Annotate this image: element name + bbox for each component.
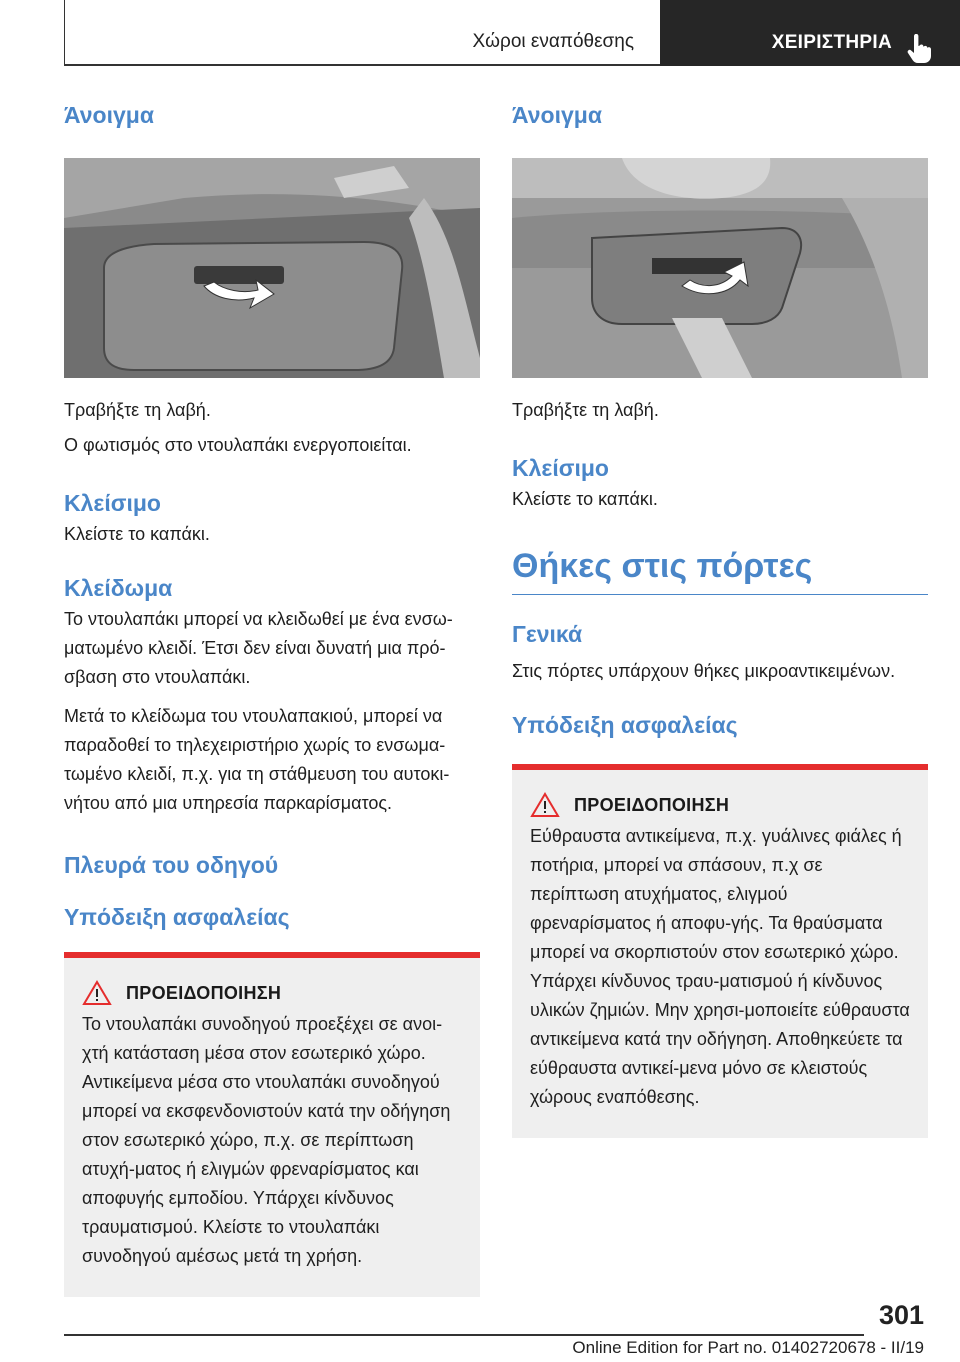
header-bottom-rule — [64, 64, 660, 66]
heading-opening: Άνοιγμα — [64, 102, 154, 128]
heading-safety-note: Υπόδειξη ασφαλείας — [64, 904, 290, 930]
heading-general: Γενικά — [512, 621, 583, 647]
footer-rule — [64, 1334, 864, 1336]
warning-title: ΠΡΟΕΙΔΟΠΟΙΗΣΗ — [574, 794, 730, 815]
paragraph-locking-2: Μετά το κλείδωμα του ντουλαπακιού, μπορεί να παραδοθεί το τηλεχειριστήριο χωρίς το ενσωμα‐τωμένο κλειδί, π.χ. για τη στάθμευση του αυτοκι‐νήτου από μια υπηρεσία παρκαρίσματος. — [64, 706, 450, 813]
paragraph-lighting: Ο φωτισμός στο ντουλαπάκι ενεργοποιείται. — [64, 435, 412, 455]
driver-compartment-handle-photo — [512, 158, 928, 378]
header-chapter-label: ΧΕΙΡΙΣΤΗΡΙΑ — [771, 32, 892, 53]
header-chapter-tab[interactable] — [660, 0, 960, 66]
paragraph-door-pockets: Στις πόρτες υπάρχουν θήκες μικροαντικειμένων. — [512, 661, 896, 681]
warning-triangle-icon — [530, 792, 560, 818]
heading-safety-note: Υπόδειξη ασφαλείας — [512, 712, 738, 738]
warning-triangle-icon — [82, 980, 112, 1006]
heading-closing: Κλείσιμο — [64, 490, 161, 516]
paragraph-locking-1: Το ντουλαπάκι μπορεί να κλειδωθεί με ένα ενσω‐ματωμένο κλειδί. Έτσι δεν είναι δυνατή μια πρό‐σβαση στο ντουλαπάκι. — [64, 609, 453, 687]
paragraph-close-lid: Κλείστε το καπάκι. — [512, 489, 658, 509]
left-column — [64, 98, 480, 1297]
page-number: 301 — [878, 1300, 924, 1330]
heading-closing: Κλείσιμο — [512, 455, 609, 481]
warning-text: Εύθραυστα αντικείμενα, π.χ. γυάλινες φιάλες ή ποτήρια, μπορεί να σπάσουν, π.χ σε περίπτωση ατυχήματος, ελιγμού φρεναρίσματος ή αποφυ‐γής. Τα θραύσματα μπορεί να σκορπιστούν στον εσωτερικό χώρο. Υπάρχει κίνδυνος τραυ‐ματισμού ή κίνδυνος υλικών ζημιών. Μην χρησι‐μοποιείτε εύθραυστα αντικείμενα κατά την οδήγηση. Αποθηκεύετε τα εύθραυστα αντικεί‐μενα μόνο σε κλειστούς χώρους εναπόθεσης. — [530, 826, 910, 1107]
heading-door-pockets: Θήκες στις πόρτες — [512, 544, 928, 595]
right-column — [512, 98, 928, 1138]
heading-driver-side: Πλευρά του οδηγού — [64, 852, 279, 878]
hand-pointer-icon — [906, 16, 932, 50]
warning-title: ΠΡΟΕΙΔΟΠΟΙΗΣΗ — [126, 982, 282, 1003]
warning-box — [64, 952, 480, 1297]
glovebox-handle-photo — [64, 158, 480, 378]
paragraph-pull-handle: Τραβήξτε τη λαβή. — [512, 400, 659, 420]
paragraph-pull-handle: Τραβήξτε τη λαβή. — [64, 400, 211, 420]
heading-opening: Άνοιγμα — [512, 102, 602, 128]
warning-box — [512, 764, 928, 1138]
footer-edition: Online Edition for Part no. 01402720678 - II/19 — [572, 1338, 924, 1357]
warning-text: Το ντουλαπάκι συνοδηγού προεξέχει σε ανοι‐χτή κατάσταση μέσα στον εσωτερικό χώρο. Αντικείμενα μέσα στο ντουλαπάκι συνοδηγού μπορεί να εκσφενδονιστούν κατά την οδήγηση στον εσωτερικό χώρο, π.χ. σε περίπτωση ατυχή‐ματος ή ελιγμών φρεναρίσματος και αποφυγής εμποδίου. Υπάρχει κίνδυνος τραυματισμού. Κλείστε το ντουλαπάκι συνοδηγού αμέσως μετά τη χρήση. — [82, 1014, 451, 1266]
header-section-title: Χώροι εναπόθεσης — [472, 31, 634, 52]
heading-locking: Κλείδωμα — [64, 575, 173, 601]
paragraph-close-lid: Κλείστε το καπάκι. — [64, 524, 210, 544]
